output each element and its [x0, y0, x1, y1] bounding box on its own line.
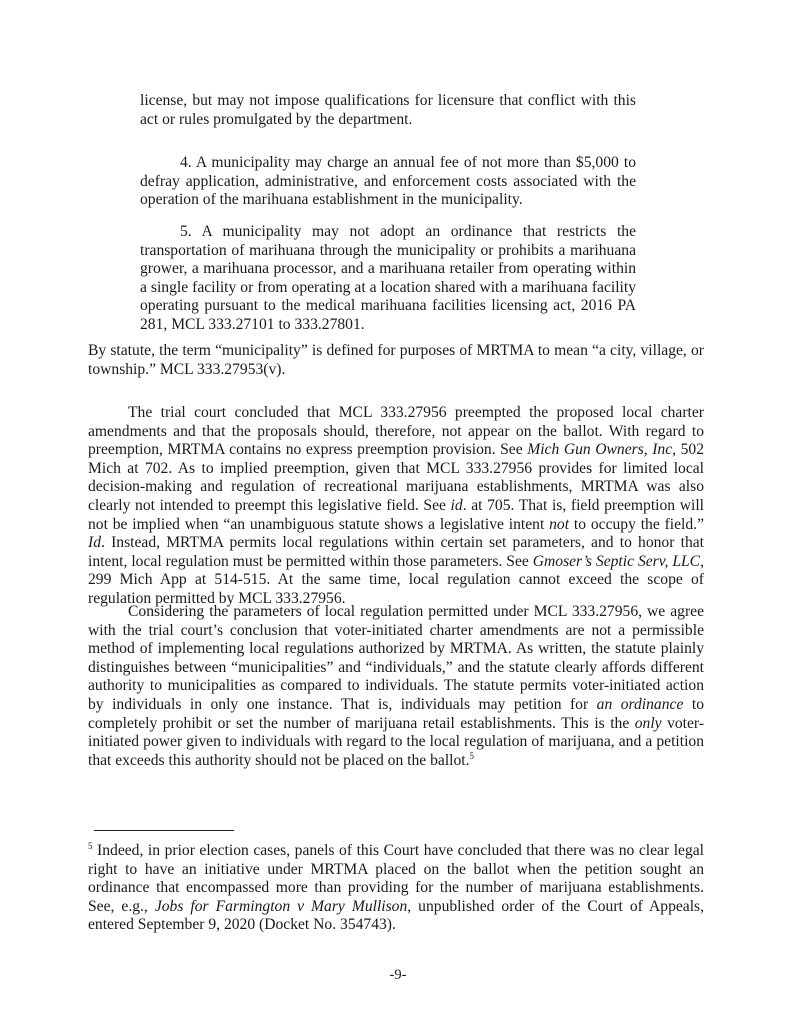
text: . at 705. That is, field preemption will not be implied when “an unambiguous statute shows a legislative intent [88, 496, 704, 533]
text: Indeed, in prior election cases, panels of this Court have concluded that there was no clear legal right to have an initiative under MRTMA placed on the ballot when the petition sought an ordinance that encompassed more than providing for the number of marijuana establishments. See, e.g., [88, 842, 704, 915]
text: . Instead, MRTMA permits local regulations within certain set parameters, and to honor that intent, local regulation must be permitted within those parameters. See [88, 534, 704, 570]
conclusion-paragraph [88, 603, 704, 770]
case-citation: id [450, 496, 463, 514]
footnote-number: 5 [88, 841, 93, 851]
block-quote-item-4: 4. A municipality may charge an annual fee of not more than $5,000 to defray application, administrative, and enforcement costs associated with the operation of the marihuana establishment in the municipality. [140, 154, 636, 209]
text: The trial court concluded that MCL 333.27956 preempted the proposed local charter amendments and that the proposals should, therefore, not appear on the ballot. With regard to preemption, MRTMA contains no express preemption provision. See [88, 404, 704, 459]
block-quote-item-5: 5. A municipality may not adopt an ordinance that restricts the transportation of marihuana through the municipality or prohibits a marihuana grower, a marihuana processor, and a marihuana retailer from operating within a single facility or from operating at a location shared with a marihuana facility operating pursuant to the medical marihuana facilities licensing act, 2016 PA 281, MCL 333.27101 to 333.27801. [140, 223, 636, 333]
text: , 502 Mich at 702. As to implied preemption, given that MCL 333.27956 provides for limited local decision-making and regulation of recreational marijuana establishments, MRTMA was also clearly not intended to preempt this legislative field. See [88, 441, 704, 514]
emphasis: not [549, 515, 570, 533]
text: , 299 Mich App at 514-515. At the same time, local regulation cannot exceed the scope of regulation permitted by MCL 333.27956. [88, 552, 704, 607]
page-number: -9- [389, 967, 407, 983]
case-citation: Jobs for Farmington v Mary Mullison [154, 897, 408, 915]
case-citation: Mich Gun Owners, Inc [527, 441, 673, 459]
text: , unpublished order of the Court of Appeals, entered September 9, 2020 (Docket No. 354743). [88, 897, 705, 934]
text: voter-initiated power given to individuals with regard to the local regulation of marijuana, and a petition that exceeds this authority should not be placed on the ballot. [88, 714, 705, 769]
block-quote-continuation: license, but may not impose qualifications for licensure that conflict with this act or rules promulgated by the department. [140, 92, 636, 128]
footnote-divider [94, 830, 234, 831]
emphasis: only [634, 714, 662, 732]
text: to completely prohibit or set the number of marijuana retail establishments. This is the [88, 695, 704, 732]
case-citation: Id [88, 534, 101, 552]
footnote-reference[interactable]: 5 [469, 750, 475, 761]
case-citation: Gmoser’s Septic Serv, LLC [532, 552, 701, 570]
text: Considering the parameters of local regulation permitted under MCL 333.27956, we agree with the trial court’s conclusion that voter-initiated charter amendments are not a permissible method of implementing local regulations authorized by MRTMA. As written, the statute plainly distinguishes between “municipalities” and “individuals,” and the statute clearly affords different authority to municipalities as compared to individuals. The statute permits voter-initiated action by individuals in only one instance. That is, individuals may petition for [88, 603, 704, 713]
emphasis: an ordinance [596, 695, 684, 713]
preemption-paragraph [88, 404, 704, 609]
definition-paragraph: By statute, the term “municipality” is defined for purposes of MRTMA to mean “a city, village, or township.” MCL 333.27953(v). [88, 342, 704, 378]
footnote-5 [88, 842, 704, 935]
text: to occupy the field.” [569, 515, 704, 533]
